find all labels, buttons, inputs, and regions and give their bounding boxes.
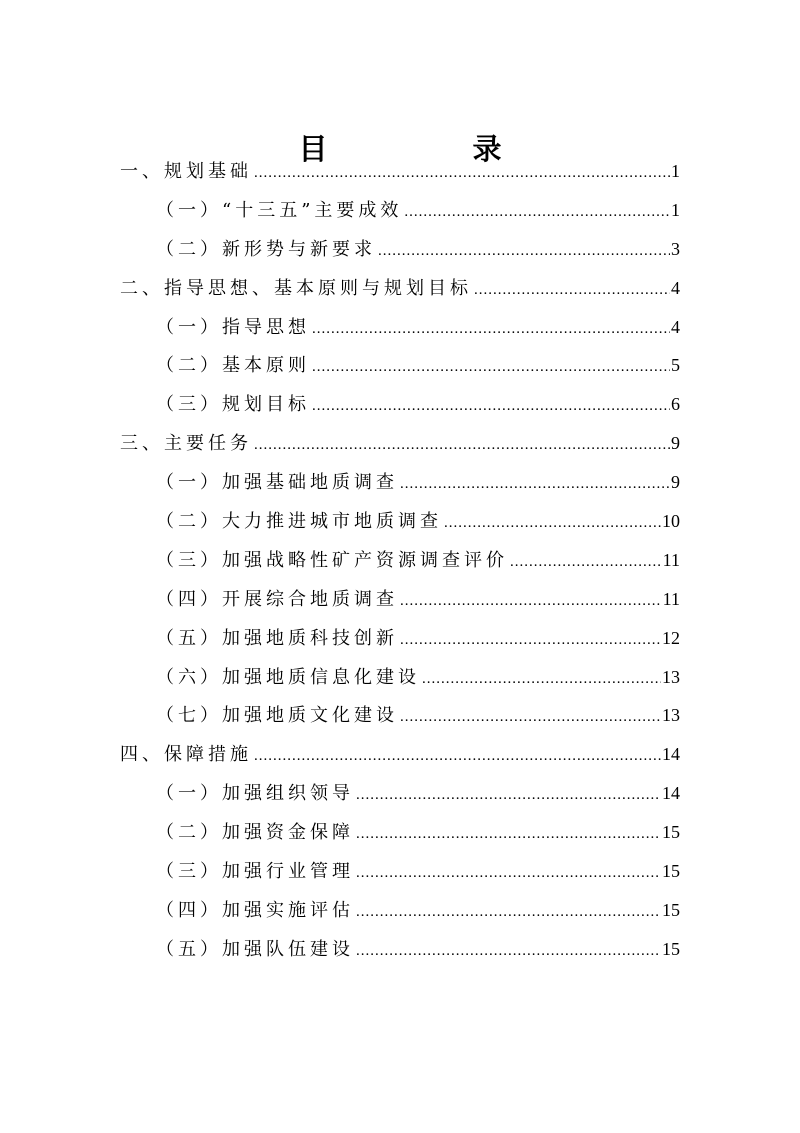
toc-page-number: 1 bbox=[671, 199, 680, 220]
toc-dot-leader bbox=[400, 582, 662, 621]
toc-entry-label: 二、指导思想、基本原则与规划目标 bbox=[120, 277, 472, 299]
toc-dot-leader bbox=[312, 310, 670, 349]
toc-title: 目 录 bbox=[298, 132, 560, 167]
toc-dot-leader bbox=[404, 193, 670, 232]
toc-entry-label: （四）加强实施评估 bbox=[156, 899, 354, 921]
toc-page-number: 14 bbox=[662, 783, 680, 804]
toc-dot-leader bbox=[356, 815, 661, 854]
toc-entry-label: 一、规划基础 bbox=[120, 161, 252, 182]
toc-entry-label: （一）指导思想 bbox=[156, 316, 310, 338]
toc-dot-leader bbox=[254, 154, 670, 193]
toc-section-entry[interactable] bbox=[120, 852, 680, 891]
toc-section-entry[interactable] bbox=[120, 658, 680, 697]
toc-page-number: 11 bbox=[662, 588, 680, 609]
toc-dot-leader bbox=[378, 232, 670, 271]
toc-entry-label: （二）大力推进城市地质调查 bbox=[156, 511, 442, 533]
toc-entry-label: （一）加强组织领导 bbox=[156, 783, 354, 805]
toc-section-entry[interactable] bbox=[120, 463, 680, 502]
table-of-contents bbox=[120, 152, 680, 969]
toc-section-entry[interactable] bbox=[120, 191, 680, 230]
toc-chapter-entry[interactable] bbox=[120, 152, 680, 191]
toc-dot-leader bbox=[510, 543, 662, 582]
toc-entry-label: （一）“十三五”主要成效 bbox=[156, 199, 403, 221]
toc-entry-label: （三）加强战略性矿产资源调查评价 bbox=[156, 549, 508, 571]
toc-page-number: 13 bbox=[662, 666, 680, 687]
toc-page-number: 5 bbox=[671, 355, 680, 376]
toc-dot-leader bbox=[254, 737, 661, 776]
toc-section-entry[interactable] bbox=[120, 774, 680, 813]
toc-entry-label: （二）基本原则 bbox=[156, 355, 310, 377]
toc-section-entry[interactable] bbox=[120, 891, 680, 930]
toc-dot-leader bbox=[254, 426, 670, 465]
toc-entry-label: （五）加强队伍建设 bbox=[156, 938, 354, 960]
toc-dot-leader bbox=[356, 893, 661, 932]
toc-entry-label: （六）加强地质信息化建设 bbox=[156, 666, 420, 688]
toc-section-entry[interactable] bbox=[120, 385, 680, 424]
toc-section-entry[interactable] bbox=[120, 230, 680, 269]
toc-page-number: 10 bbox=[662, 511, 680, 532]
toc-section-entry[interactable] bbox=[120, 541, 680, 580]
toc-dot-leader bbox=[474, 271, 670, 310]
toc-page-number: 15 bbox=[662, 861, 680, 882]
toc-page-number: 13 bbox=[662, 705, 680, 726]
toc-chapter-entry[interactable] bbox=[120, 269, 680, 308]
toc-dot-leader bbox=[400, 465, 670, 504]
toc-chapter-entry[interactable] bbox=[120, 735, 680, 774]
toc-section-entry[interactable] bbox=[120, 619, 680, 658]
toc-section-entry[interactable] bbox=[120, 930, 680, 969]
toc-dot-leader bbox=[400, 621, 661, 660]
toc-page-number: 15 bbox=[662, 938, 680, 959]
toc-entry-label: （五）加强地质科技创新 bbox=[156, 627, 398, 649]
toc-dot-leader bbox=[356, 776, 661, 815]
toc-page-number: 4 bbox=[671, 277, 680, 298]
toc-dot-leader bbox=[400, 698, 661, 737]
toc-section-entry[interactable] bbox=[120, 502, 680, 541]
toc-entry-label: （三）加强行业管理 bbox=[156, 861, 354, 883]
toc-dot-leader bbox=[356, 854, 661, 893]
toc-section-entry[interactable] bbox=[120, 813, 680, 852]
toc-dot-leader bbox=[312, 348, 670, 387]
toc-dot-leader bbox=[444, 504, 661, 543]
toc-page-number: 6 bbox=[671, 394, 680, 415]
toc-chapter-entry[interactable] bbox=[120, 424, 680, 463]
toc-page-number: 14 bbox=[662, 744, 680, 765]
toc-entry-label: （三）规划目标 bbox=[156, 394, 310, 416]
toc-page-number: 12 bbox=[662, 627, 680, 648]
toc-entry-label: （二）新形势与新要求 bbox=[156, 238, 376, 260]
toc-page-number: 9 bbox=[671, 433, 680, 454]
toc-entry-label: 四、保障措施 bbox=[120, 744, 252, 766]
toc-page-number: 4 bbox=[671, 316, 680, 337]
toc-section-entry[interactable] bbox=[120, 308, 680, 347]
toc-section-entry[interactable] bbox=[120, 346, 680, 385]
toc-page-number: 3 bbox=[671, 238, 680, 259]
toc-entry-label: （一）加强基础地质调查 bbox=[156, 472, 398, 494]
toc-dot-leader bbox=[422, 660, 661, 699]
toc-page-number: 11 bbox=[662, 549, 680, 570]
toc-section-entry[interactable] bbox=[120, 580, 680, 619]
toc-entry-label: （四）开展综合地质调查 bbox=[156, 588, 398, 610]
toc-section-entry[interactable] bbox=[120, 696, 680, 735]
toc-dot-leader bbox=[356, 932, 661, 971]
toc-entry-label: （二）加强资金保障 bbox=[156, 822, 354, 844]
toc-page-number: 15 bbox=[662, 899, 680, 920]
toc-page-number: 1 bbox=[671, 161, 680, 181]
toc-page-number: 15 bbox=[662, 822, 680, 843]
toc-entry-label: 三、主要任务 bbox=[120, 433, 252, 455]
toc-entry-label: （七）加强地质文化建设 bbox=[156, 705, 398, 727]
toc-page-number: 9 bbox=[671, 472, 680, 493]
toc-dot-leader bbox=[312, 387, 670, 426]
